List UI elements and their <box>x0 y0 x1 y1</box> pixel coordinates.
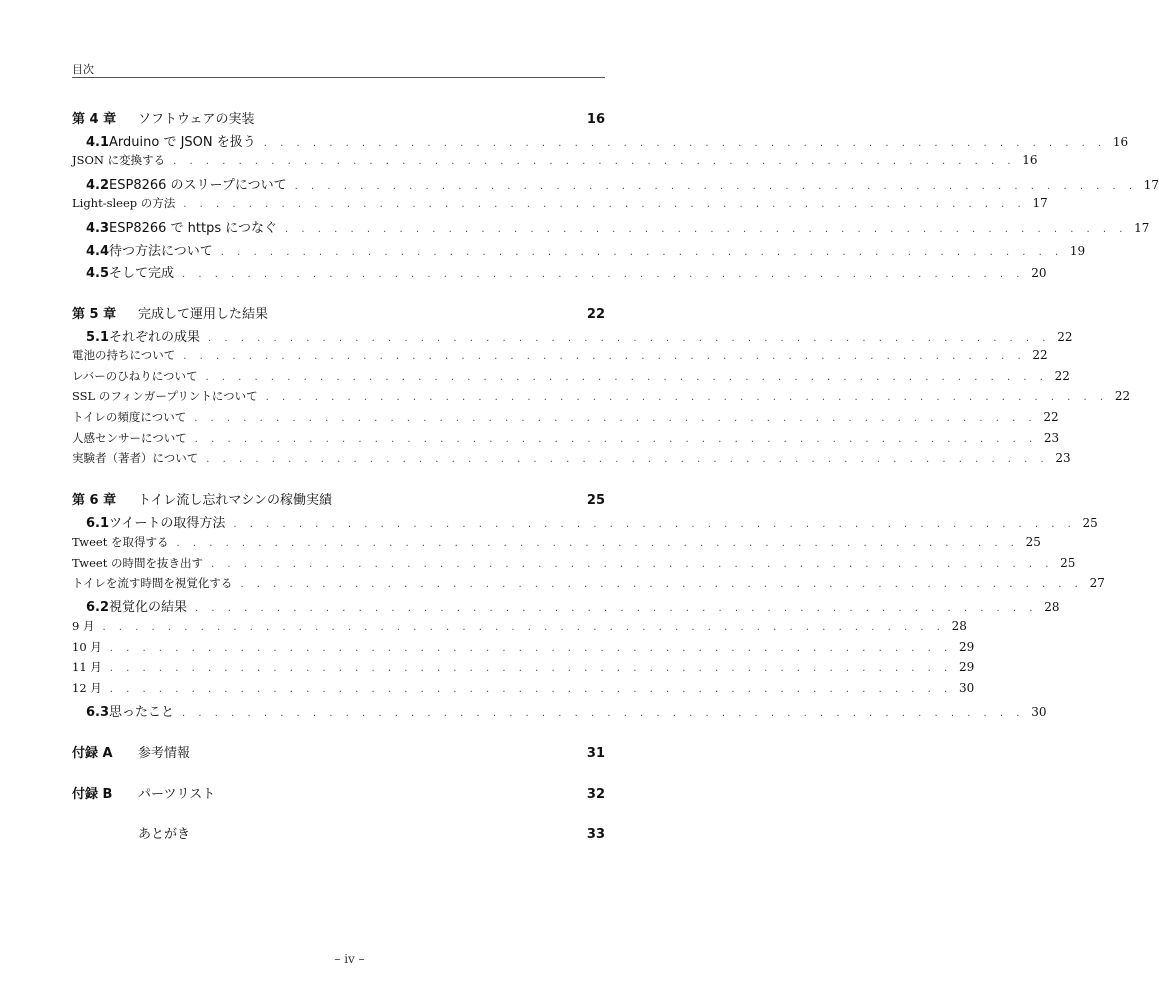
toc-entry-page: 16 <box>586 112 605 127</box>
toc-entry-page: 23 <box>1055 451 1071 465</box>
toc-entry-title: トイレ流し忘れマシンの稼働実績 <box>138 493 333 508</box>
toc-section-entry[interactable] <box>72 326 1073 346</box>
toc-entry-number: 第 5 章 <box>72 307 117 322</box>
toc-entry-page: 17 <box>1032 196 1048 210</box>
toc-entry-title: 9 月 <box>72 619 95 633</box>
toc-entry-page: 20 <box>1031 266 1047 280</box>
toc-entry-number: 4.5 <box>86 266 110 281</box>
toc-entry-title: トイレを流す時間を視覚化する <box>72 576 233 590</box>
toc-dot-leader: . . . . . . . . . . . . . . . . . . . . . . . . . . . . . . . . . . . . . . . . . . . . . . . . . . . . <box>206 454 1049 465</box>
toc-entry-number: 4.1 <box>86 135 110 150</box>
toc-entry-page: 22 <box>1054 369 1070 383</box>
toc-subsection-entry[interactable] <box>72 680 975 700</box>
toc-entry-page: 16 <box>1112 135 1129 149</box>
toc-entry-page: 33 <box>586 827 605 842</box>
toc-entry-page: 25 <box>1025 535 1041 549</box>
toc-entry-title: 完成して運用した結果 <box>138 307 269 322</box>
toc-section-entry[interactable] <box>72 174 1159 194</box>
toc-entry-number: 6.3 <box>86 705 110 720</box>
toc-entry-page: 28 <box>1044 600 1060 614</box>
toc-section-entry[interactable] <box>72 131 1129 151</box>
toc-subsection-entry[interactable] <box>72 575 1105 595</box>
toc-dot-leader: . . . . . . . . . . . . . . . . . . . . . . . . . . . . . . . . . . . . . . . . . . . . . . . . . . . . <box>183 199 1026 210</box>
toc-chapter-entry[interactable] <box>72 108 605 128</box>
toc-entry-title: 12 月 <box>72 681 102 695</box>
toc-chapter-entry[interactable] <box>72 303 605 323</box>
toc-dot-leader: . . . . . . . . . . . . . . . . . . . . . . . . . . . . . . . . . . . . . . . . . . . . . . . . . . . . <box>109 684 953 695</box>
toc-entry-title: Tweet を取得する <box>72 535 169 549</box>
toc-entry-title: ツイートの取得方法 <box>109 516 226 531</box>
toc-entry-page: 25 <box>586 493 605 508</box>
toc-entry-number: 6.1 <box>86 516 110 531</box>
toc-subsection-entry[interactable] <box>72 639 975 659</box>
toc-section-entry[interactable] <box>72 262 1047 282</box>
toc-subsection-entry[interactable] <box>72 430 1060 450</box>
toc-entry-number: 6.2 <box>86 600 110 615</box>
toc-entry-page: 29 <box>958 640 975 654</box>
toc-entry-page: 25 <box>1060 556 1076 570</box>
toc-section-entry[interactable] <box>72 217 1150 237</box>
toc-chapter-entry[interactable] <box>72 783 605 803</box>
toc-entry-page: 16 <box>1022 153 1038 167</box>
toc-dot-leader: . . . . . . . . . . . . . . . . . . . . . . . . . . . . . . . . . . . . . . . . . . . . . . . . . . . . <box>182 269 1025 280</box>
toc-entry-title: ソフトウェアの実装 <box>138 112 255 127</box>
toc-subsection-entry[interactable] <box>72 388 1131 408</box>
toc-entry-page: 22 <box>1032 348 1048 362</box>
toc-dot-leader: . . . . . . . . . . . . . . . . . . . . . . . . . . . . . . . . . . . . . . . . . . . . . . . . . . . . <box>220 247 1064 258</box>
toc-section-entry[interactable] <box>72 701 1047 721</box>
toc-dot-leader: . . . . . . . . . . . . . . . . . . . . . . . . . . . . . . . . . . . . . . . . . . . . . . . . . . . . <box>102 622 945 633</box>
toc-subsection-entry[interactable] <box>72 347 1048 367</box>
toc-subsection-entry[interactable] <box>72 555 1076 575</box>
toc-entry-title: 11 月 <box>72 660 102 674</box>
toc-entry-title: 視覚化の結果 <box>109 600 188 615</box>
running-head: 目次 <box>72 63 94 76</box>
toc-dot-leader: . . . . . . . . . . . . . . . . . . . . . . . . . . . . . . . . . . . . . . . . . . . . . . . . . . . . <box>205 372 1048 383</box>
toc-dot-leader: . . . . . . . . . . . . . . . . . . . . . . . . . . . . . . . . . . . . . . . . . . . . . . . . . . . . <box>233 519 1076 530</box>
toc-entry-page: 29 <box>958 660 975 674</box>
header-rule <box>72 77 605 78</box>
toc-dot-leader: . . . . . . . . . . . . . . . . . . . . . . . . . . . . . . . . . . . . . . . . . . . . . . . . . . . . <box>265 392 1109 403</box>
toc-entry-number: 4.2 <box>86 178 110 193</box>
toc-section-entry[interactable] <box>72 596 1060 616</box>
toc-dot-leader: . . . . . . . . . . . . . . . . . . . . . . . . . . . . . . . . . . . . . . . . . . . . . . . . . . . . <box>208 333 1051 344</box>
toc-subsection-entry[interactable] <box>72 368 1070 388</box>
toc-entry-number: 付録 A <box>72 746 113 761</box>
toc-subsection-entry[interactable] <box>72 195 1048 215</box>
toc-entry-page: 22 <box>1057 330 1073 344</box>
toc-entry-title: 実験者（著者）について <box>72 451 199 465</box>
toc-entry-title: レバーのひねりについて <box>72 369 198 383</box>
toc-entry-page: 19 <box>1069 244 1086 258</box>
toc-entry-title: Tweet の時間を抜き出す <box>72 556 203 570</box>
toc-entry-title: そして完成 <box>109 266 175 281</box>
toc-entry-title: パーツリスト <box>138 787 216 802</box>
toc-subsection-entry[interactable] <box>72 534 1041 554</box>
toc-entry-title: SSL のフィンガープリントについて <box>72 389 258 403</box>
toc-entry-page: 30 <box>958 681 975 695</box>
toc-entry-page: 28 <box>951 619 967 633</box>
toc-dot-leader: . . . . . . . . . . . . . . . . . . . . . . . . . . . . . . . . . . . . . . . . . . . . . . . . . . . . <box>173 156 1016 167</box>
toc-dot-leader: . . . . . . . . . . . . . . . . . . . . . . . . . . . . . . . . . . . . . . . . . . . . . . . . . . . . <box>194 413 1037 424</box>
toc-entry-page: 22 <box>1114 389 1131 403</box>
toc-dot-leader: . . . . . . . . . . . . . . . . . . . . . . . . . . . . . . . . . . . . . . . . . . . . . . . . . . . . <box>211 559 1054 570</box>
toc-entry-page: 27 <box>1089 576 1105 590</box>
toc-entry-title: 待つ方法について <box>109 244 213 259</box>
toc-chapter-entry[interactable] <box>72 742 605 762</box>
toc-entry-number: 4.3 <box>86 221 110 236</box>
toc-entry-page: 17 <box>1134 221 1150 235</box>
toc-chapter-entry[interactable] <box>72 489 605 509</box>
toc-entry-number: 4.4 <box>86 244 110 259</box>
toc-entry-title: ESP8266 で https につなぐ <box>109 221 278 236</box>
toc-entry-title: ESP8266 のスリープについて <box>109 178 287 193</box>
toc-entry-page: 31 <box>586 746 605 761</box>
toc-dot-leader: . . . . . . . . . . . . . . . . . . . . . . . . . . . . . . . . . . . . . . . . . . . . . . . . . . . . <box>195 603 1038 614</box>
toc-entry-title: Arduino で JSON を扱う <box>109 135 256 150</box>
toc-dot-leader: . . . . . . . . . . . . . . . . . . . . . . . . . . . . . . . . . . . . . . . . . . . . . . . . . . . . <box>183 351 1026 362</box>
toc-section-entry[interactable] <box>72 512 1098 532</box>
toc-entry-number: 第 4 章 <box>72 112 117 127</box>
toc-section-entry[interactable] <box>72 240 1086 260</box>
toc-subsection-entry[interactable] <box>72 450 1071 470</box>
toc-entry-title: それぞれの成果 <box>109 330 201 345</box>
toc-dot-leader: . . . . . . . . . . . . . . . . . . . . . . . . . . . . . . . . . . . . . . . . . . . . . . . . . . . . <box>294 181 1138 192</box>
toc-entry-page: 22 <box>586 307 605 322</box>
toc-entry-page: 30 <box>1031 705 1047 719</box>
toc-entry-page: 22 <box>1043 410 1059 424</box>
toc-entry-title: 思ったこと <box>109 705 175 720</box>
toc-entry-number: 5.1 <box>86 330 110 345</box>
page-number: – iv – <box>334 952 365 966</box>
toc-entry-title: Light-sleep の方法 <box>72 196 176 210</box>
toc-dot-leader: . . . . . . . . . . . . . . . . . . . . . . . . . . . . . . . . . . . . . . . . . . . . . . . . . . . . <box>109 663 953 674</box>
toc-subsection-entry[interactable] <box>72 659 975 679</box>
toc-dot-leader: . . . . . . . . . . . . . . . . . . . . . . . . . . . . . . . . . . . . . . . . . . . . . . . . . . . . <box>182 708 1025 719</box>
toc-dot-leader: . . . . . . . . . . . . . . . . . . . . . . . . . . . . . . . . . . . . . . . . . . . . . . . . . . . . <box>263 138 1107 149</box>
toc-dot-leader: . . . . . . . . . . . . . . . . . . . . . . . . . . . . . . . . . . . . . . . . . . . . . . . . . . . . <box>176 538 1019 549</box>
toc-entry-number: 第 6 章 <box>72 493 117 508</box>
toc-dot-leader: . . . . . . . . . . . . . . . . . . . . . . . . . . . . . . . . . . . . . . . . . . . . . . . . . . . . <box>285 224 1128 235</box>
toc-subsection-entry[interactable] <box>72 409 1059 429</box>
toc-entry-title: トイレの頻度について <box>72 410 187 424</box>
toc-entry-title: 10 月 <box>72 640 102 654</box>
toc-entry-title: JSON に変換する <box>72 153 166 167</box>
toc-entry-title: 人感センサーについて <box>72 431 187 445</box>
toc-entry-number: 付録 B <box>72 787 113 802</box>
toc-entry-title: 参考情報 <box>138 746 191 761</box>
toc-chapter-entry[interactable] <box>72 823 605 843</box>
toc-entry-page: 25 <box>1082 516 1098 530</box>
toc-entry-page: 23 <box>1043 431 1060 445</box>
toc-subsection-entry[interactable] <box>72 618 967 638</box>
toc-entry-page: 32 <box>586 787 605 802</box>
toc-dot-leader: . . . . . . . . . . . . . . . . . . . . . . . . . . . . . . . . . . . . . . . . . . . . . . . . . . . . <box>240 579 1083 590</box>
toc-dot-leader: . . . . . . . . . . . . . . . . . . . . . . . . . . . . . . . . . . . . . . . . . . . . . . . . . . . . <box>109 643 953 654</box>
toc-entry-title: あとがき <box>138 827 191 842</box>
toc-subsection-entry[interactable] <box>72 152 1038 172</box>
toc-entry-page: 17 <box>1143 178 1159 192</box>
toc-dot-leader: . . . . . . . . . . . . . . . . . . . . . . . . . . . . . . . . . . . . . . . . . . . . . . . . . . . . <box>194 434 1038 445</box>
toc-entry-title: 電池の持ちについて <box>72 348 176 362</box>
